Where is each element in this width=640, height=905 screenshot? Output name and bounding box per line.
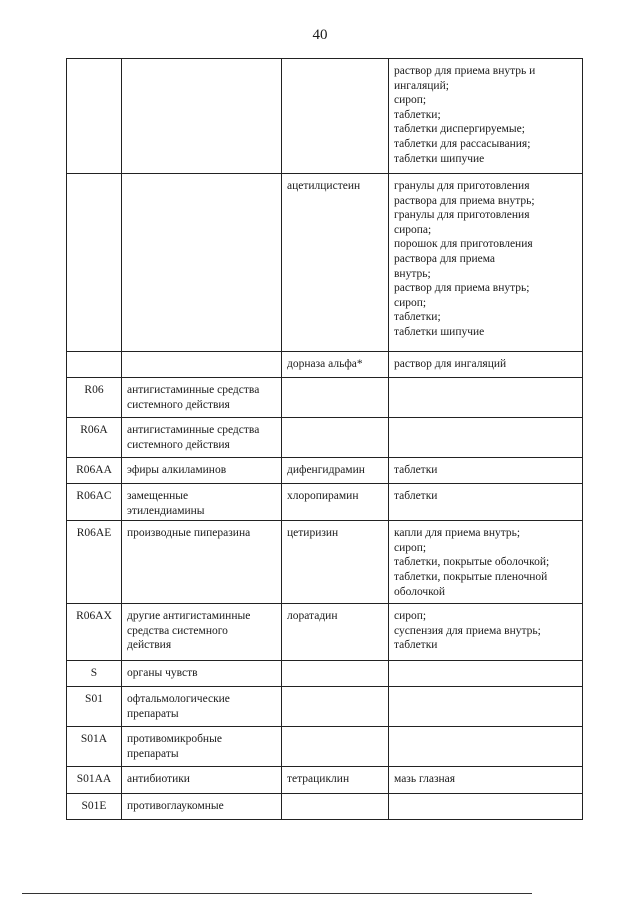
drug-name-cell	[282, 727, 389, 767]
cell-text-line: таблетки, покрытые оболочкой;	[394, 556, 550, 569]
dosage-forms-cell	[389, 59, 583, 174]
drug-name-cell	[282, 352, 389, 378]
drug-name-cell	[282, 767, 389, 794]
table-row	[67, 378, 583, 418]
cell-text-line: ингаляций;	[394, 79, 449, 92]
drug-name-cell	[282, 687, 389, 727]
table-row	[67, 687, 583, 727]
cell-text-line: гранулы для приготовления	[394, 180, 530, 192]
drug-name-cell	[282, 458, 389, 484]
cell-text-line: порошок для приготовления	[394, 238, 533, 251]
dosage-forms-cell	[389, 484, 583, 521]
cell-text-line: системного действия	[127, 398, 230, 411]
table-row	[67, 794, 583, 820]
cell-text-line: S	[90, 667, 98, 680]
drug-name-cell	[282, 418, 389, 458]
dosage-forms-cell	[389, 458, 583, 484]
dosage-forms-cell	[389, 794, 583, 820]
page-number: 40	[312, 27, 328, 43]
cell-text-line: таблетки;	[394, 311, 441, 324]
cell-text-line: оболочкой	[394, 585, 446, 598]
cell-text-line: раствор для ингаляций	[394, 358, 507, 370]
table-row	[67, 352, 583, 378]
group-name-cell	[122, 687, 282, 727]
atc-code-cell	[67, 727, 122, 767]
cell-text-line: средства системного	[127, 624, 228, 637]
cell-text-line: таблетки	[394, 464, 438, 476]
cell-text-line: антибиотики	[127, 773, 190, 786]
table-row	[67, 174, 583, 352]
cell-text-line: производные пиперазина	[127, 527, 251, 540]
atc-code-cell	[67, 458, 122, 484]
table-row	[67, 484, 583, 521]
cell-text-line: раствора для приема	[394, 252, 496, 265]
group-name-cell	[122, 174, 282, 352]
cell-text-line: гранулы для приготовления	[394, 209, 530, 222]
cell-text-line: действия	[127, 639, 172, 652]
table-row	[67, 59, 583, 174]
drug-name-cell	[282, 174, 389, 352]
cell-text-line: эфиры алкиламинов	[127, 464, 227, 476]
cell-text-line: R06AA	[76, 464, 112, 476]
cell-text-line: раствор для приема внутрь и	[394, 65, 536, 77]
cell-text-line: антигистаминные средства	[127, 384, 260, 396]
dosage-forms-cell	[389, 521, 583, 604]
group-name-cell	[122, 484, 282, 521]
table-row	[67, 418, 583, 458]
atc-code-cell	[67, 352, 122, 378]
dosage-forms-cell	[389, 661, 583, 687]
atc-code-cell	[67, 59, 122, 174]
dosage-forms-cell	[389, 727, 583, 767]
atc-code-cell	[67, 767, 122, 794]
cell-text-line: антигистаминные средства	[127, 424, 260, 436]
table-row	[67, 727, 583, 767]
group-name-cell	[122, 521, 282, 604]
atc-code-cell	[67, 604, 122, 661]
cell-text-line: S01	[85, 693, 103, 706]
drug-name-cell	[282, 378, 389, 418]
drug-name-cell	[282, 59, 389, 174]
drug-classification-table	[66, 58, 583, 820]
group-name-cell	[122, 604, 282, 661]
cell-text-line: этилендиамины	[127, 504, 205, 517]
group-name-cell	[122, 727, 282, 767]
cell-text-line: противоглаукомные	[127, 800, 224, 813]
table-row	[67, 458, 583, 484]
table-row	[67, 661, 583, 687]
atc-code-cell	[67, 687, 122, 727]
cell-text-line: цетиризин	[287, 527, 339, 540]
drug-name-cell	[282, 484, 389, 521]
cell-text-line: офтальмологические	[127, 693, 230, 706]
cell-text-line: R06	[84, 384, 104, 396]
cell-text-line: внутрь;	[394, 267, 431, 280]
cell-text-line: раствор для приема внутрь;	[394, 282, 530, 295]
cell-text-line: суспензия для приема внутрь;	[394, 624, 541, 637]
cell-text-line: замещенные	[127, 490, 189, 502]
cell-text-line: S01A	[80, 733, 108, 746]
cell-text-line: хлоропирамин	[287, 490, 359, 502]
cell-text-line: таблетки диспергируемые;	[394, 123, 525, 136]
cell-text-line: сиропа;	[394, 223, 432, 236]
cell-text-line: лоратадин	[287, 610, 338, 623]
cell-text-line: сироп;	[394, 541, 427, 554]
cell-text-line: таблетки;	[394, 108, 441, 121]
group-name-cell	[122, 458, 282, 484]
drug-name-cell	[282, 521, 389, 604]
cell-text-line: R06A	[80, 424, 108, 436]
cell-text-line: таблетки для рассасывания;	[394, 137, 531, 150]
cell-text-line: таблетки, покрытые пленочной	[394, 570, 548, 583]
cell-text-line: S01AA	[76, 773, 112, 786]
cell-text-line: ацетилцистеин	[287, 180, 361, 192]
cell-text-line: раствора для приема внутрь;	[394, 194, 535, 207]
cell-text-line: сироп;	[394, 610, 427, 623]
footer-rule	[22, 893, 532, 894]
group-name-cell	[122, 767, 282, 794]
atc-code-cell	[67, 174, 122, 352]
cell-text-line: сироп;	[394, 296, 427, 309]
cell-text-line: R06AC	[76, 490, 112, 502]
atc-code-cell	[67, 418, 122, 458]
atc-code-cell	[67, 794, 122, 820]
atc-code-cell	[67, 484, 122, 521]
group-name-cell	[122, 352, 282, 378]
dosage-forms-cell	[389, 687, 583, 727]
group-name-cell	[122, 59, 282, 174]
atc-code-cell	[67, 521, 122, 604]
cell-text-line: таблетки	[394, 639, 438, 652]
cell-text-line: препараты	[127, 707, 179, 720]
cell-text-line: сироп;	[394, 94, 427, 107]
drug-name-cell	[282, 661, 389, 687]
cell-text-line: R06AE	[76, 527, 112, 540]
drug-name-cell	[282, 794, 389, 820]
cell-text-line: таблетки шипучие	[394, 152, 485, 165]
cell-text-line: органы чувств	[127, 667, 198, 680]
dosage-forms-cell	[389, 352, 583, 378]
atc-code-cell	[67, 378, 122, 418]
cell-text-line: дифенгидрамин	[287, 464, 365, 476]
dosage-forms-cell	[389, 174, 583, 352]
cell-text-line: капли для приема внутрь;	[394, 527, 521, 540]
dosage-forms-cell	[389, 604, 583, 661]
dosage-forms-cell	[389, 418, 583, 458]
cell-text-line: дорназа альфа*	[287, 358, 363, 370]
group-name-cell	[122, 378, 282, 418]
cell-text-line: тетрациклин	[287, 773, 350, 786]
table-row	[67, 767, 583, 794]
cell-text-line: другие антигистаминные	[127, 610, 251, 623]
table-row	[67, 604, 583, 661]
group-name-cell	[122, 794, 282, 820]
cell-text-line: противомикробные	[127, 733, 222, 746]
table-row	[67, 521, 583, 604]
cell-text-line: мазь глазная	[394, 773, 456, 786]
dosage-forms-cell	[389, 378, 583, 418]
drug-name-cell	[282, 604, 389, 661]
cell-text-line: препараты	[127, 747, 179, 760]
cell-text-line: системного действия	[127, 438, 230, 451]
group-name-cell	[122, 418, 282, 458]
cell-text-line: R06AX	[76, 610, 112, 623]
cell-text-line: таблетки	[394, 490, 438, 502]
dosage-forms-cell	[389, 767, 583, 794]
table-body	[67, 59, 583, 820]
atc-code-cell	[67, 661, 122, 687]
group-name-cell	[122, 661, 282, 687]
cell-text-line: таблетки шипучие	[394, 325, 485, 338]
cell-text-line: S01E	[81, 800, 107, 813]
